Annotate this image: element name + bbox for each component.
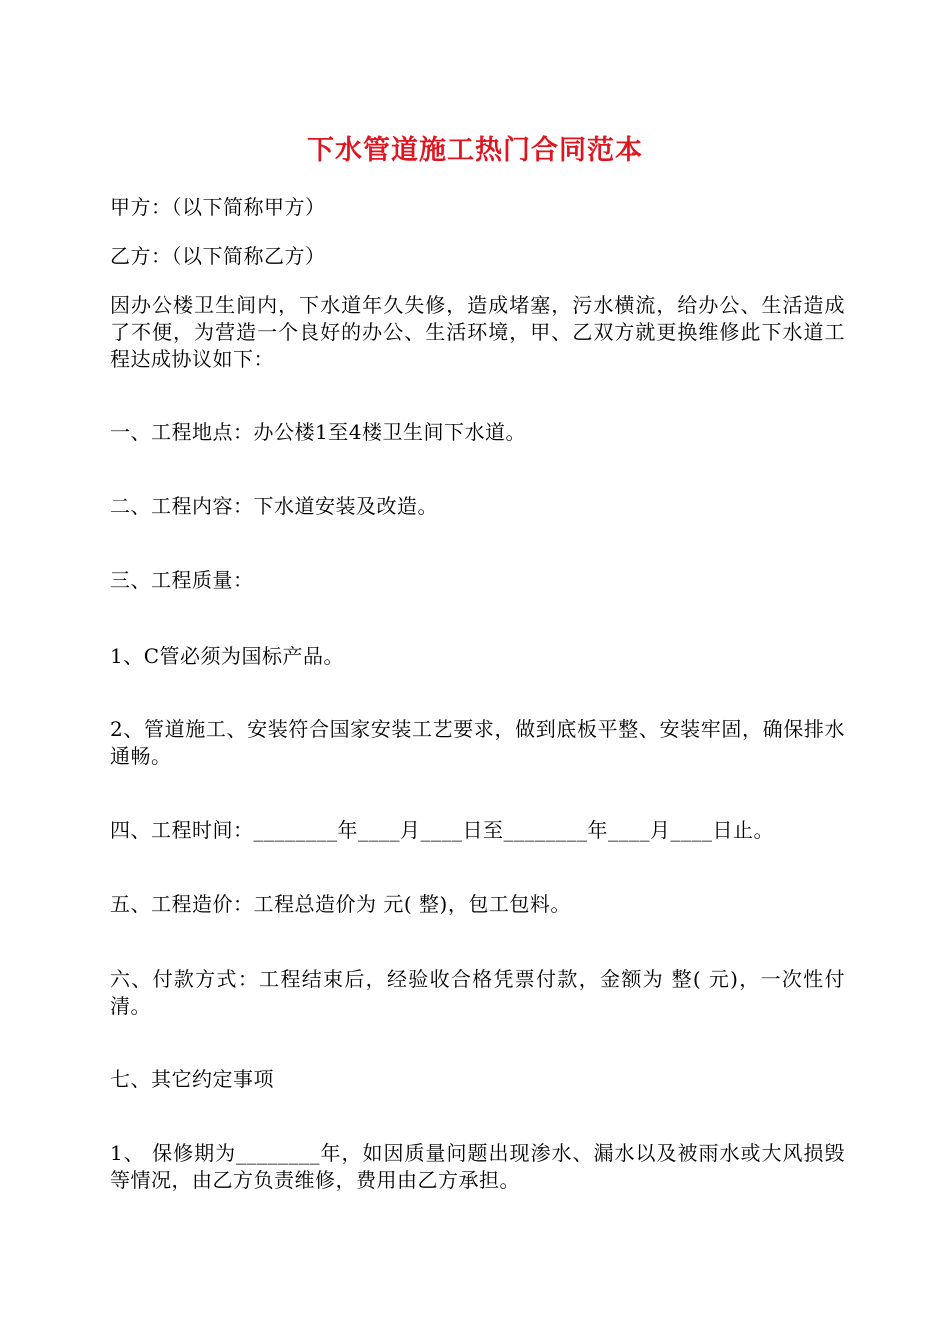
quality-item-2: 2、管道施工、安装符合国家安装工艺要求，做到底板平整、安装牢固，确保排水通畅。 xyxy=(110,717,845,768)
clause-time: 四、工程时间：________年____月____日至________年____月____日止。 xyxy=(110,818,774,842)
party-a-line: 甲方：（以下简称甲方） xyxy=(110,195,326,219)
clause-payment: 六、付款方式：工程结束后，经验收合格凭票付款，金额为 整( 元)，一次性付清。 xyxy=(110,967,845,1018)
clause-location: 一、工程地点：办公楼1至4楼卫生间下水道。 xyxy=(110,420,526,444)
clause-quality: 三、工程质量： xyxy=(110,568,254,592)
preamble-paragraph: 因办公楼卫生间内，下水道年久失修，造成堵塞，污水横流，给办公、生活造成了不便，为营造一个良好的办公、生活环境，甲、乙双方就更换维修此下水道工程达成协议如下： xyxy=(110,293,845,371)
clause-other: 七、其它约定事项 xyxy=(110,1067,274,1091)
quality-item-1: 1、C管必须为国标产品。 xyxy=(110,644,345,668)
clause-price: 五、工程造价：工程总造价为 元( 整)，包工包料。 xyxy=(110,892,571,916)
other-item-1: 1、 保修期为________年，如因质量问题出现渗水、漏水以及被雨水或大风损毁等情况，由乙方负责维修，费用由乙方承担。 xyxy=(110,1141,845,1192)
document-title: 下水管道施工热门合同范本 xyxy=(307,135,643,166)
clause-content: 二、工程内容：下水道安装及改造。 xyxy=(110,494,438,518)
party-b-line: 乙方：（以下简称乙方） xyxy=(110,244,326,268)
